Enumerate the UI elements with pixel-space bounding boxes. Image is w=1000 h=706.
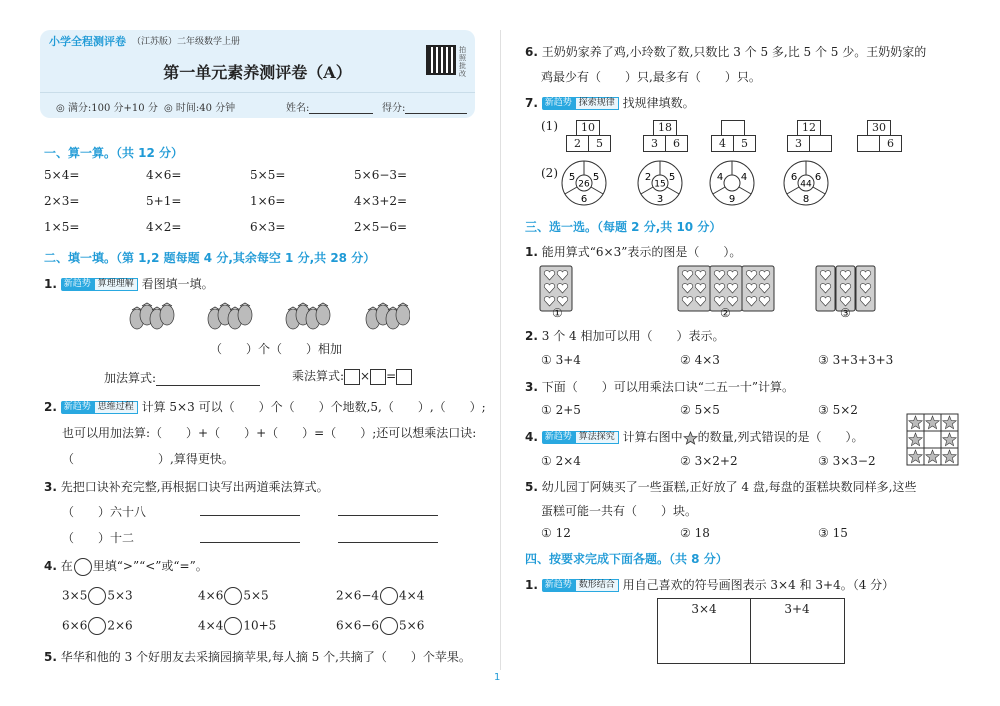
box-right[interactable]: 6 — [665, 135, 688, 152]
answer-line — [338, 542, 438, 543]
box-left[interactable]: 2 — [566, 135, 589, 152]
svg-text:6: 6 — [580, 194, 588, 205]
star-grid — [906, 413, 960, 467]
page-title: 第一单元素养测评卷（A） — [163, 63, 352, 82]
section2-title: 二、填一填。（第 1,2 题每题 4 分,其余每空 1 分,共 28 分） — [44, 251, 376, 265]
section1-title: 一、算一算。（共 12 分） — [44, 146, 184, 160]
page-number: 1 — [494, 672, 501, 683]
q2-3: 3. 先把口诀补充完整,再根据口诀写出两道乘法算式。 — [44, 480, 329, 494]
option[interactable]: ② — [720, 306, 731, 320]
s3-q1: 1. 能用算式“6×3”表示的图是（ ）。 — [525, 245, 742, 259]
col1-label: 3×4 — [691, 602, 717, 616]
strawberry-icon — [160, 305, 174, 325]
svg-text:5: 5 — [568, 172, 576, 183]
calc-item: 2×3= — [44, 194, 80, 208]
compare-circle[interactable] — [88, 617, 106, 635]
header-divider — [40, 92, 475, 93]
q6-line2: 鸡最少有（ ）只,最多有（ ）只。 — [541, 70, 761, 84]
calc-item: 1×5= — [44, 220, 80, 234]
q2-4: 4. 在 里填“>”“<”或“=”。 — [44, 557, 208, 576]
multiplication-label: 乘法算式: × = — [292, 367, 412, 385]
pattern-box — [787, 120, 831, 152]
option[interactable]: ③ 15 — [818, 526, 848, 540]
calc-item: 5×6−3= — [354, 168, 408, 182]
compare-circle[interactable] — [224, 587, 242, 605]
q2-2: 2. 新趋势 思维过程 计算 5×3 可以（ ）个（ ）个地数,5,（ ）,（ ）; — [44, 400, 486, 414]
heart-card — [856, 266, 875, 311]
heart-cards — [538, 264, 878, 320]
box-left[interactable] — [857, 135, 880, 152]
svg-text:8: 8 — [802, 194, 810, 205]
option[interactable]: ① 2×4 — [541, 454, 581, 468]
pattern-box — [643, 120, 687, 152]
calc-item: 5×5= — [250, 168, 286, 182]
q7: 7. 新趋势 探索规律 找规律填数。 — [525, 96, 695, 110]
section3-title: 三、选一选。（每题 2 分,共 10 分） — [525, 220, 722, 234]
box-left[interactable]: 4 — [711, 135, 734, 152]
svg-text:5: 5 — [668, 172, 676, 183]
answer-line — [200, 542, 300, 543]
comparison-item: 2×6−4 4×4 — [336, 587, 424, 605]
box-right[interactable]: 5 — [733, 135, 756, 152]
box-left[interactable]: 3 — [643, 135, 666, 152]
number-wheel — [562, 161, 606, 205]
calc-item: 4×6= — [146, 168, 182, 182]
calc-item: 1×6= — [250, 194, 286, 208]
number-wheel — [710, 161, 754, 205]
option[interactable]: ② 3×2+2 — [680, 454, 738, 468]
svg-text:26: 26 — [578, 179, 590, 190]
option[interactable]: ② 5×5 — [680, 403, 720, 417]
option[interactable]: ① 3+4 — [541, 353, 581, 367]
qr-label: 拍照批改 — [459, 46, 466, 78]
box-top[interactable]: 18 — [653, 120, 677, 136]
score-field[interactable]: 得分: — [382, 99, 467, 114]
s3-q4: 4. 新趋势 算法探究 计算右图中 的数量,列式错误的是（ ）。 — [525, 430, 864, 444]
answer-box[interactable] — [396, 369, 412, 385]
box-top[interactable] — [721, 120, 745, 136]
q2-2-line3: （ ）,算得更快。 — [62, 452, 234, 466]
svg-text:5: 5 — [592, 172, 600, 183]
svg-text:4: 4 — [716, 172, 724, 183]
brand-name: 小学全程测评卷 — [49, 35, 126, 48]
strawberry-group — [130, 303, 174, 329]
strawberry-icon — [396, 305, 410, 325]
comparison-item: 4×6 5×5 — [198, 587, 269, 605]
option[interactable]: ③ 3×3−2 — [818, 454, 876, 468]
number-wheel — [784, 161, 828, 205]
number-wheel — [638, 161, 682, 205]
answer-box[interactable] — [344, 369, 360, 385]
heart-card — [710, 266, 742, 311]
option[interactable]: ③ — [840, 306, 851, 320]
calc-item: 4×2= — [146, 220, 182, 234]
star-icon — [683, 431, 698, 445]
s4-q1: 1. 新趋势 数形结合 用自己喜欢的符号画图表示 3×4 和 3+4。（4 分） — [525, 578, 895, 592]
compare-circle[interactable] — [380, 617, 398, 635]
box-right[interactable]: 6 — [879, 135, 902, 152]
s3-q5-line2: 蛋糕可能一共有（ ）块。 — [541, 504, 698, 518]
edition-label: （江苏版）二年级数学上册 — [132, 37, 241, 47]
s3-q3: 3. 下面（ ）可以用乘法口诀“二五一十”计算。 — [525, 380, 795, 394]
svg-text:44: 44 — [800, 179, 812, 190]
box-top[interactable]: 30 — [867, 120, 891, 136]
compare-circle[interactable] — [88, 587, 106, 605]
svg-text:6: 6 — [790, 172, 798, 183]
svg-text:15: 15 — [654, 179, 666, 190]
pattern-box — [857, 120, 901, 152]
option[interactable]: ① 2+5 — [541, 403, 581, 417]
comparison-item: 6×6−6 5×6 — [336, 617, 424, 635]
option[interactable]: ① 12 — [541, 526, 571, 540]
strawberry-icon — [316, 305, 330, 325]
drawing-area[interactable] — [657, 598, 845, 664]
svg-text:6: 6 — [814, 172, 822, 183]
strawberry-group — [208, 303, 252, 329]
rhyme-a: （ ）六十八 — [62, 505, 147, 519]
calc-item: 4×3+2= — [354, 194, 408, 208]
col2-label: 3+4 — [784, 602, 810, 616]
calc-item: 5×4= — [44, 168, 80, 182]
option[interactable]: ③ 3+3+3+3 — [818, 353, 894, 367]
part1-label: (1) — [541, 119, 558, 133]
calc-item: 2×5−6= — [354, 220, 408, 234]
qr-code-icon — [426, 45, 456, 75]
heart-card — [540, 266, 572, 311]
heart-card — [742, 266, 774, 311]
svg-text:4: 4 — [740, 172, 748, 183]
heart-card — [678, 266, 710, 311]
s3-q2: 2. 3 个 4 相加可以用（ ）表示。 — [525, 329, 725, 343]
strawberry-group — [286, 303, 330, 329]
svg-text:9: 9 — [728, 194, 736, 205]
q2-2-line2: 也可以用加法算:（ ）+（ ）+（ ）=（ ）;还可以想乘法口诀: — [62, 426, 477, 440]
name-field[interactable]: 姓名: — [286, 99, 373, 114]
s3-q5: 5. 幼儿园丁阿姨买了一些蛋糕,正好放了 4 盘,每盘的蛋糕块数同样多,这些 — [525, 480, 917, 494]
addition-label: 加法算式: — [104, 369, 260, 386]
column-divider — [500, 30, 501, 670]
number-wheels — [560, 158, 840, 208]
calc-item: 6×3= — [250, 220, 286, 234]
box-top[interactable]: 12 — [797, 120, 821, 136]
box-left[interactable]: 3 — [787, 135, 810, 152]
comparison-item: 4×4 10+5 — [198, 617, 276, 635]
box-right[interactable] — [809, 135, 832, 152]
comparison-item: 3×5 5×3 — [62, 587, 133, 605]
strawberry-group — [366, 303, 410, 329]
pattern-box — [566, 120, 610, 152]
q6: 6. 王奶奶家养了鸡,小玲数了数,只数比 3 个 5 多,比 5 个 5 少。王奶奶家的 — [525, 45, 927, 59]
q2-1-blank: （ ）个（ ）相加 — [210, 342, 343, 356]
rhyme-b: （ ）十二 — [62, 531, 135, 545]
box-right[interactable]: 5 — [588, 135, 611, 152]
part2-label: (2) — [541, 166, 558, 180]
heart-card — [836, 266, 855, 311]
compare-circle[interactable] — [224, 617, 242, 635]
q2-1: 1. 新趋势 算理理解 看图填一填。 — [44, 277, 214, 291]
answer-line — [200, 515, 300, 516]
comparison-item: 6×6 2×6 — [62, 617, 133, 635]
svg-text:3: 3 — [656, 194, 664, 205]
answer-box[interactable] — [370, 369, 386, 385]
full-score: ◎ 满分:100 分+10 分 — [56, 103, 158, 114]
option[interactable]: ① — [552, 306, 563, 320]
option[interactable]: ③ 5×2 — [818, 403, 858, 417]
option[interactable]: ② 4×3 — [680, 353, 720, 367]
strawberry-icon — [238, 305, 252, 325]
time-limit: ◎ 时间:40 分钟 — [164, 103, 236, 114]
option[interactable]: ② 18 — [680, 526, 710, 540]
compare-circle[interactable] — [380, 587, 398, 605]
pattern-box — [711, 120, 755, 152]
section4-title: 四、按要求完成下面各题。（共 8 分） — [525, 552, 728, 566]
svg-text:2: 2 — [644, 172, 652, 183]
q2-5: 5. 华华和他的 3 个好朋友去采摘园摘苹果,每人摘 5 个,共摘了（ ）个苹果。 — [44, 650, 471, 664]
calc-item: 5+1= — [146, 194, 182, 208]
box-top[interactable]: 10 — [576, 120, 600, 136]
strawberry-groups — [120, 297, 410, 333]
heart-card — [816, 266, 835, 311]
answer-line — [338, 515, 438, 516]
